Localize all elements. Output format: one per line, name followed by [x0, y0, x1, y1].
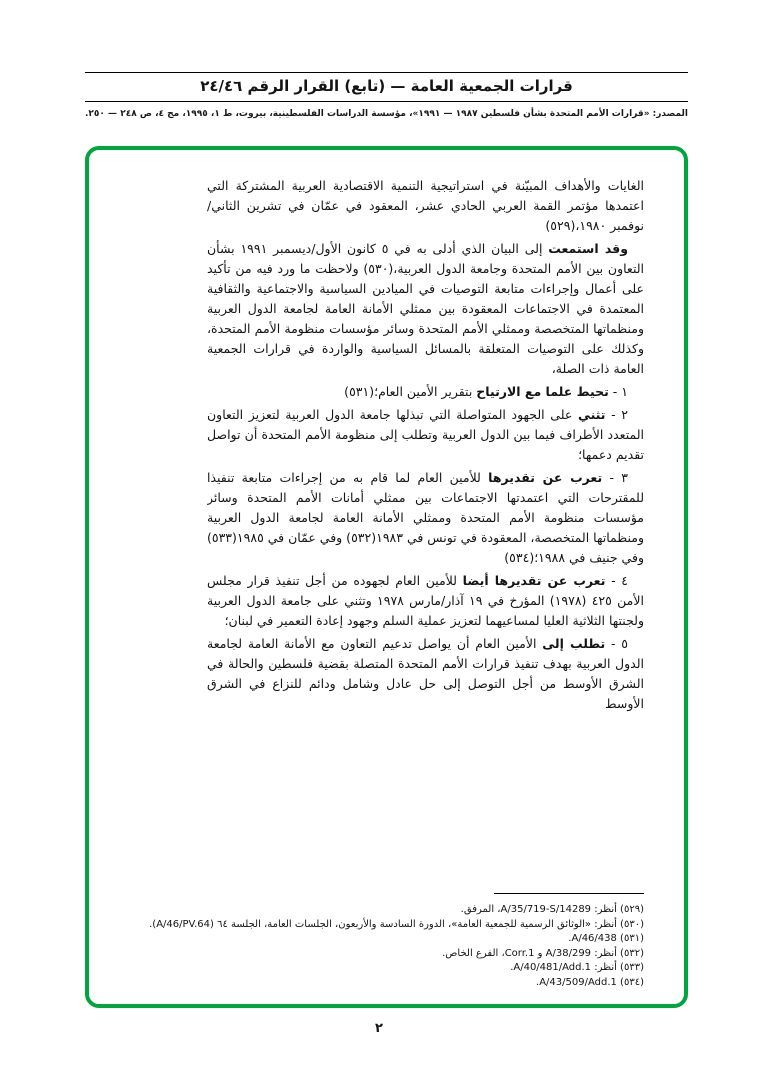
paragraph-preamble	[207, 239, 644, 379]
paragraph-text: إلى البيان الذي أدلى به في ٥ كانون الأول/ديسمبر ١٩٩١ بشأن التعاون بين الأمم المتحدة وجامعة الدول العربية،(٥٣٠) ولاحظت ما ورد فيه من تأكيد على أعمال وإجراءات متابعة التوصيات في الميادين السياسية والاجتماعية والثقافية المعتمدة في الاجتماعات المعقودة بين ممثلي الأمانة العامة لجامعة الدول العربية ومنظماتها المتخصصة وممثلي الأمم المتحدة وسائر مؤسسات منظومة الأمم المتحدة، وكذلك على التوصيات المتعلقة بالمسائل السياسية والواردة في قرارات الجمعية العامة ذات الصلة،	[207, 241, 644, 376]
source-line: المصدر: «قرارات الأمم المتحدة بشأن فلسطين ١٩٨٧ — ١٩٩١»، مؤسسة الدراسات الفلسطينية، بيروت، ط ١، ١٩٩٥، مج ٤، ص ٢٤٨ — ٢٥٠.	[85, 109, 688, 119]
paragraph-operative-4	[207, 571, 644, 631]
paragraph-text: الغايات والأهداف المبيّنة في استراتيجية التنمية الاقتصادية العربية المشتركة التي اعتمدها مؤتمر القمة العربي الحادي عشر، المعقود في عمّان في تشرين الثاني/نوفمبر ١٩٨٠،(٥٢٩)	[207, 178, 644, 233]
paragraph-lead: تطلب إلى	[542, 636, 606, 651]
paragraph-operative-5	[207, 634, 644, 714]
paragraph-operative-3	[207, 468, 644, 568]
paragraph-lead: تحيط علما مع الارتياح	[476, 384, 609, 399]
paragraph-number: ٣ -	[602, 470, 628, 485]
paragraph-text: على الجهود المتواصلة التي تبذلها جامعة الدول العربية لتعزيز التعاون المتعدد الأطراف فيما بين الدول العربية وتطلب إلى منظومة الأمم المتحدة أن تواصل تقديم دعمها؛	[207, 407, 644, 462]
paragraph-text: للأمين العام لما قام به من إجراءات متابعة تنفيذا للمقترحات التي اعتمدتها الاجتماعات بين ممثلي أمانات الأمم المتحدة وسائر مؤسسات منظومة الأمم المتحدة وممثلي الأمانة العامة لجامعة الدول العربية ومنظماتها المتخصصة، المعقودة في تونس في ١٩٨٣(٥٣٢) وفي عمّان في ١٩٨٥(٥٣٣) وفي جنيف في ١٩٨٨؛(٥٣٤)	[207, 470, 644, 565]
footnote-item: (٥٣٠) أنظر: «الوثائق الرسمية للجمعية العامة»، الدورة السادسة والأربعون، الجلسات العامة، الجلسة ٦٤ (A/46/PV.64).	[149, 918, 644, 930]
paragraph-operative-2	[207, 405, 644, 465]
paragraph-number: ٤ -	[605, 573, 628, 588]
page-number: ٢	[375, 1021, 383, 1036]
paragraph-lead: تعرب عن تقديرها	[488, 470, 603, 485]
paragraph-text: الأمين العام أن يواصل تدعيم التعاون مع الأمانة العامة لجامعة الدول العربية بهدف تنفيذ قرارات الأمم المتحدة المتصلة بقضية فلسطين والحالة في الشرق الأوسط من أجل التوصل إلى حل عادل وشامل ودائم للنزاع في الشرق الأوسط	[207, 636, 644, 711]
page-title: قرارات الجمعية العامة — (تابع) القرار الرقم ٢٤/٤٦	[200, 77, 573, 95]
paragraph-number: ١ -	[608, 384, 628, 399]
footnote-item: (٥٢٩) أنظر: A/35/719-S/14289، المرفق.	[460, 904, 644, 915]
paragraph-number: ٢ -	[605, 407, 628, 422]
paragraph-text: بتقرير الأمين العام؛(٥٣١)	[344, 384, 477, 399]
paragraph-preamble-continuation	[207, 176, 644, 236]
footnote-item: (٥٣١) A/46/438.	[568, 933, 644, 944]
header-rule-bottom	[85, 101, 688, 102]
paragraph-lead: تعرب عن تقديرها أيضا	[462, 573, 606, 588]
resolution-text	[207, 176, 644, 716]
content-frame	[85, 146, 688, 1008]
footnote-item: (٥٣٣) أنظر: A/40/481/Add.1.	[510, 962, 644, 973]
paragraph-operative-1	[207, 382, 644, 402]
footnote-separator	[494, 893, 644, 894]
paragraph-text: للأمين العام لجهوده من أجل تنفيذ قرار مجلس الأمن ٤٢٥ (١٩٧٨) المؤرخ في ١٩ آذار/مارس ١٩٧٨ وتثني على جامعة الدول العربية ولجنتها الثلاثية العليا لمساعيهما لتعزيز عملية السلم وجهود إعادة التعمير في لبنان؛	[207, 573, 644, 628]
footnotes	[145, 893, 644, 990]
footnote-item: (٥٣٤) A/43/509/Add.1.	[536, 976, 644, 988]
paragraph-lead: تثني	[577, 407, 606, 422]
paragraph-lead: وقد استمعت	[548, 241, 629, 256]
footnote-item: (٥٣٢) أنظر: A/38/299 و Corr.1، الفرع الخاص.	[442, 947, 644, 959]
paragraph-number: ٥ -	[605, 636, 628, 651]
page-header	[85, 72, 688, 119]
